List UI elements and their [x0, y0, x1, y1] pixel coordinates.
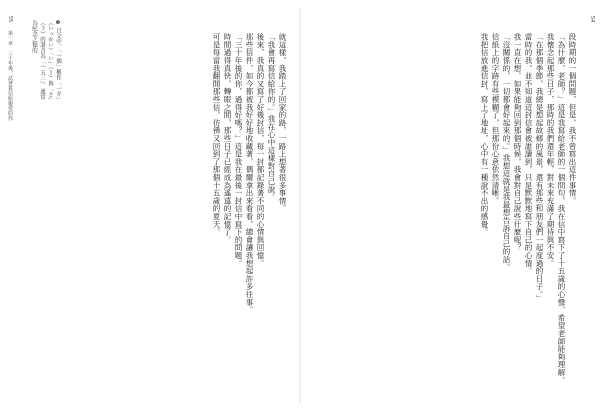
right-body-text	[312, 18, 578, 386]
paragraph: 那些信件，如今都被我好好地收藏著，偶爾拿出來看看，總會讓我想起許多往事。	[245, 33, 254, 314]
paragraph: 當時的我，並不知道這封信會被誰讀到，只是默默地寫下自己的心情。	[524, 33, 533, 275]
footnote-mark: ❸	[55, 20, 61, 26]
paragraph: 後來，我真的又寫了好幾封信，每一封都記錄著不同的心情與回憶。	[256, 33, 265, 267]
right-page-number: 54	[589, 16, 595, 23]
paragraph: 就這樣，我踏上了回家的路，一路上想著很多事情。	[278, 33, 287, 213]
footnote-text: 日文中，「一個」稱作「一介」（いっかい）「い」（１）與「さ」（３）的諧音為「一五三」，通常為紀念之類的	[31, 20, 61, 100]
left-body-text	[48, 18, 288, 386]
paragraph: 段時期的一個問題，但是，我不曾寫出這件事情。	[568, 33, 577, 205]
left-page-number: 55	[7, 16, 13, 23]
paragraph: 「三十年後的你，過得好嗎？」這是我在最後一封信中寫下的問題。	[234, 33, 243, 267]
paragraph: 我一直在想，如果能夠回到那個時候，我會對自己說些什麼呢？	[513, 33, 522, 252]
right-running-head	[588, 16, 595, 336]
paragraph: 「沒關係的，一切都會好起來的。」我想這就是我最想告訴自己的話。	[502, 33, 511, 272]
book-gutter	[299, 8, 301, 403]
left-chapter-title: 第一章 三十年後，試著寫信給親愛的你	[7, 30, 13, 121]
paragraph: 我懷念起那些日子，那時的我們還年輕，對未來充滿了期待與不安。	[546, 33, 555, 267]
paragraph: 「我會再寫信給你的。」我在心中這樣對自己說。	[267, 33, 276, 201]
left-running-head	[6, 16, 13, 336]
paragraph: 我把信放進信封，寫上了地址，心中有一種說不出的感覺。	[480, 33, 489, 236]
paragraph: 信紙上的字跡有些模糊了，但那份心意依然清晰。	[491, 33, 500, 205]
paragraph: 「為什麼，老師？」這是我寫給老師的一個問句，我在信中寫下了十五歲的心聲，希望老師能夠理解。	[557, 33, 566, 384]
paragraph: 「在那個季節，我總是想起故鄉的風景，還有那些和朋友們一起度過的日子。」	[535, 33, 544, 303]
paragraph: 可是每當我翻開那些信，彷彿又回到了那個十五歲的夏天。	[212, 33, 221, 236]
paragraph: 時間過得真快，轉眼之間，那些日子已經成為遙遠的記憶了。	[223, 33, 232, 244]
